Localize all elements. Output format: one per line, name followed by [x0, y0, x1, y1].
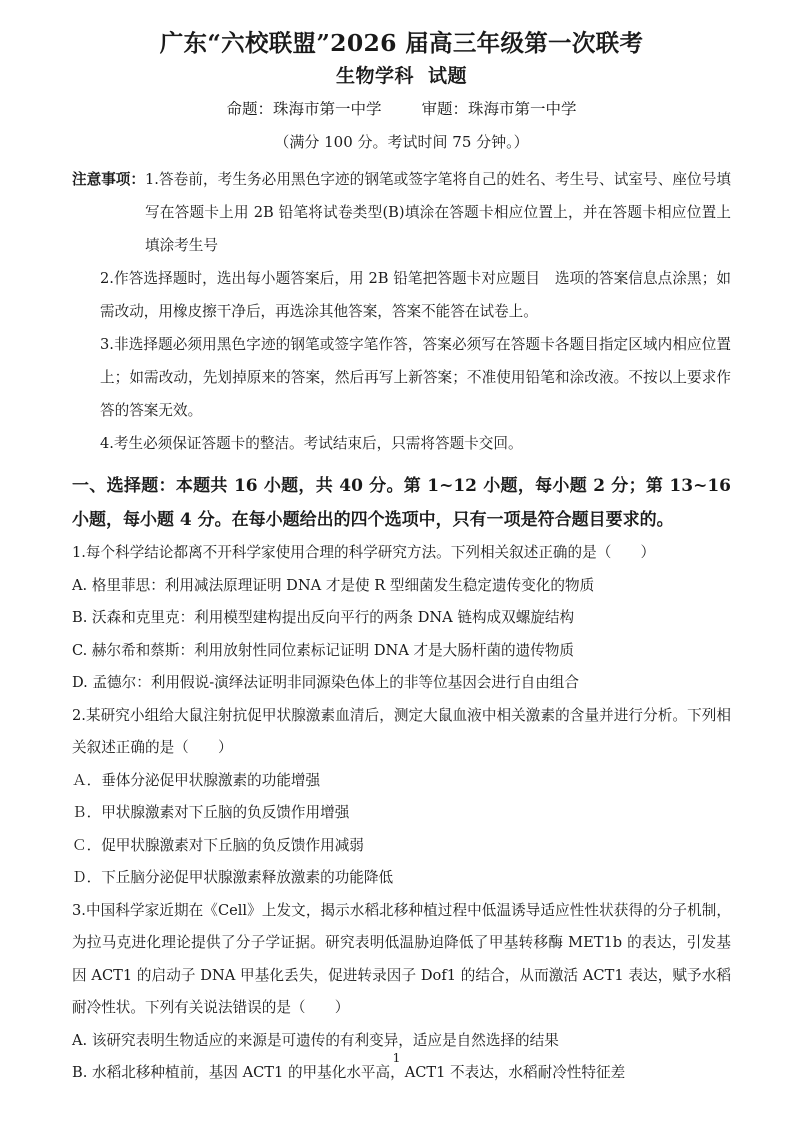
- question-option-b: B. 沃森和克里克：利用模型建构提出反向平行的两条 DNA 链构成双螺旋结构: [72, 609, 575, 626]
- page-title: 广东“六校联盟”2026 届高三年级第一次联考: [159, 29, 644, 57]
- question-option-c: Ｃ．促甲状腺激素对下丘脑的负反馈作用减弱: [72, 836, 364, 854]
- byline-reviewer: 审题：珠海市第一中学: [421, 100, 577, 118]
- subject-name: 生物学科: [335, 65, 414, 87]
- notice-item: [72, 163, 731, 262]
- question-option-b: B. 水稻北移种植前，基因 ACT1 的甲基化水平高，ACT1 不表达，水稻耐冷性特征差: [72, 1064, 626, 1081]
- question-option-d: Ｄ．下丘脑分泌促甲状腺激素释放激素的功能降低: [72, 869, 394, 886]
- question-option-a: A. 该研究表明生物适应的来源是可遗传的有利变异，适应是自然选择的结果: [72, 1031, 559, 1049]
- notice-item-text: 1.答卷前，考生务必用黑色字迹的钢笔或签字笔将自己的姓名、考生号、试室号、座位号填写在答题卡上用 2B 铅笔将试卷类型(B)填涂在答题卡相应位置上，并在答题卡相应位置上填涂考生号: [144, 171, 731, 254]
- question-option-a: A. 格里菲思：利用减法原理证明 DNA 才是使 R 型细菌发生稳定遗传变化的物质: [72, 576, 595, 594]
- notice-item: 3.非选择题必须用黑色字迹的钢笔或签字笔作答，答案必须写在答题卡各题目指定区域内相应位置上；如需改动，先划掉原来的答案，然后再写上新答案；不准使用铅笔和涂改液。不按以上要求作答的答案无效。: [100, 336, 731, 419]
- notice-label: 注意事项：: [72, 171, 145, 188]
- question-option-a: Ａ．垂体分泌促甲状腺激素的功能增强: [72, 771, 321, 789]
- question-stem: 3.中国科学家近期在《Cell》上发文，揭示水稻北移种植过程中低温诱导适应性性状获得的分子机制，为拉马克进化理论提供了分子学证据。研究表明低温胁迫降低了甲基转移酶 MET1b 的表达，引发基因 ACT1 的启动子 DNA 甲基化丢失，促进转录因子 Dof1 的结合，从而激活 ACT1 表达，赋予水稻耐冷性状。下列有关说法错误的是（ ）: [72, 901, 731, 1016]
- question-2: [72, 700, 731, 895]
- notice-block: [72, 163, 731, 460]
- subject-title: [72, 61, 731, 91]
- byline: [72, 94, 731, 124]
- question-stem: 2.某研究小组给大鼠注射抗促甲状腺激素血清后，测定大鼠血液中相关激素的含量并进行分析。下列相关叙述正确的是（ ）: [72, 706, 731, 756]
- paper-type-label: 试题: [428, 65, 468, 87]
- page-number: 1: [392, 1050, 401, 1065]
- notice-item: 2.作答选择题时，选出每小题答案后，用 2B 铅笔把答题卡对应题目 选项的答案信息点涂黑；如需改动，用橡皮擦干净后，再选涂其他答案，答案不能答在试卷上。: [100, 270, 731, 320]
- section-heading-multiple-choice: 一、选择题：本题共 16 小题，共 40 分。第 1~12 小题，每小题 2 分；第 13~16 小题，每小题 4 分。在每小题给出的四个选项中，只有一项是符合题目要求的。: [72, 476, 731, 530]
- byline-author: 命题：珠海市第一中学: [226, 100, 382, 118]
- question-option-d: D. 孟德尔：利用假说-演绎法证明非同源染色体上的非等位基因会进行自由组合: [72, 674, 579, 691]
- notice-item: 4.考生必须保证答题卡的整洁。考试结束后，只需将答题卡交回。: [100, 435, 523, 452]
- question-stem: 1.每个科学结论都离不开科学家使用合理的科学研究方法。下列相关叙述正确的是（ ）: [72, 544, 656, 561]
- question-1: [72, 537, 731, 700]
- question-option-c: C. 赫尔希和蔡斯：利用放射性同位素标记证明 DNA 才是大肠杆菌的遗传物质: [72, 641, 575, 659]
- score-and-time-line: （满分 100 分。考试时间 75 分钟。）: [274, 133, 529, 151]
- question-option-b: Ｂ．甲状腺激素对下丘脑的负反馈作用增强: [72, 804, 350, 821]
